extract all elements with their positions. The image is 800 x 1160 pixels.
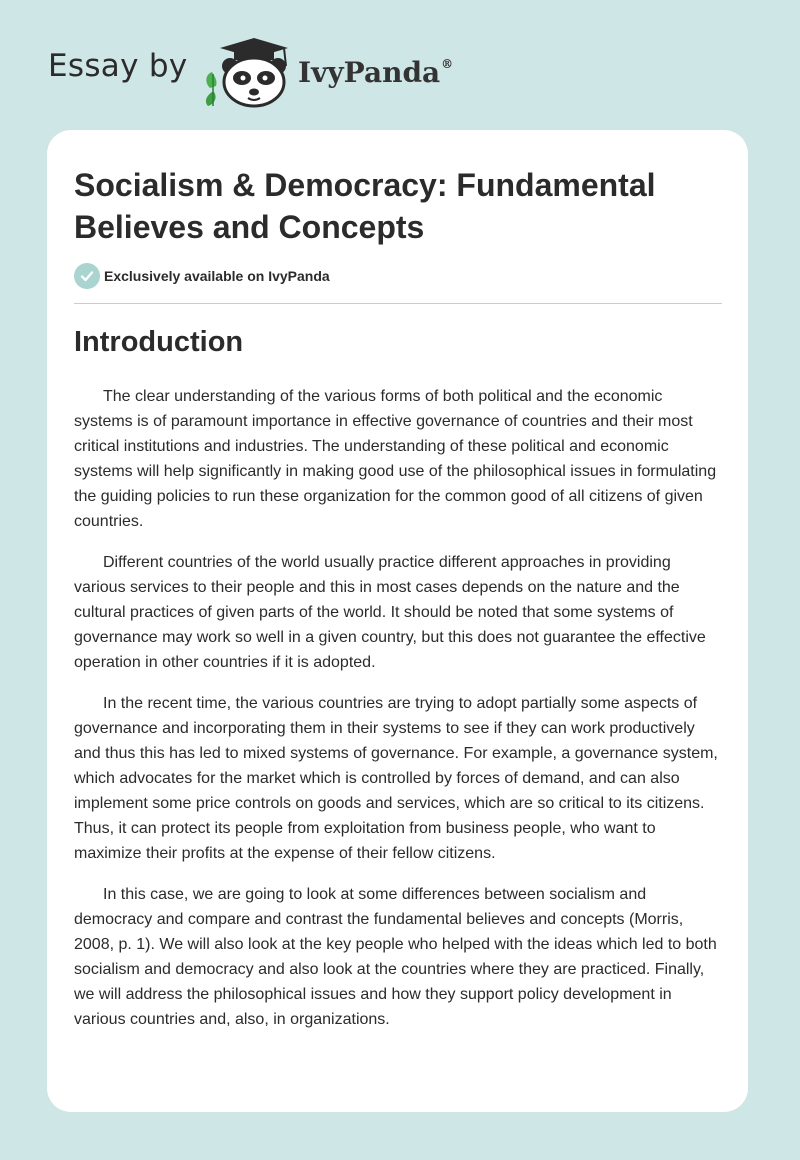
essay-by-label: Essay by — [48, 48, 188, 84]
paragraph: In this case, we are going to look at some differences between socialism and democracy and compare and contrast the fundamental believes and concepts (Morris, 2008, p. 1). We will also look at the key people who helped with the ideas which led to both socialism and democracy and also look at the countries where they are practiced. Finally, we will address the philosophical issues and how they support policy development in various countries and, also, in organizations. — [74, 886, 717, 1028]
paragraph: The clear understanding of the various forms of both political and the economic systems is of paramount importance in effective governance of countries and their most critical institutions and industries. The understanding of these political and economic systems will help significantly in making good use of the philosophical issues in formulating the guiding policies to run these organization for the common good of all citizens of given countries. — [74, 388, 717, 530]
article-body — [74, 384, 724, 1048]
panda-graduate-icon[interactable] — [200, 36, 294, 108]
brand-text: IvyPanda — [298, 56, 441, 89]
paragraph: In the recent time, the various countries are trying to adopt partially some aspects of governance and incorporating them in their systems to see if they can work productively and thus this has led to mixed systems of governance. For example, a governance system, which advocates for the market which is controlled by forces of demand, and can also implement some price controls on goods and services, which are so critical to its citizens. Thus, it can protect its people from exploitation from business people, who want to maximize their profits at the expense of their fellow citizens. — [74, 695, 718, 862]
divider — [74, 303, 722, 304]
registered-mark: ® — [441, 56, 454, 71]
exclusive-badge — [74, 263, 330, 289]
site-header — [0, 0, 800, 130]
essay-card — [47, 130, 748, 1112]
ivy-leaf-icon — [206, 72, 217, 106]
brand-name[interactable] — [298, 56, 453, 89]
paragraph: Different countries of the world usually practice different approaches in providing various services to their people and this in most cases depends on the nature and the cultural practices of given parts of the world. It should be noted that some systems of governance may work so well in a given country, but this does not guarantee the effective operation in other countries if it is adopted. — [74, 554, 706, 671]
section-heading: Introduction — [74, 326, 244, 358]
check-icon — [74, 263, 100, 289]
badge-label: Exclusively available on IvyPanda — [104, 268, 330, 284]
page-title: Socialism & Democracy: Fundamental Believes and Concepts — [74, 167, 656, 245]
